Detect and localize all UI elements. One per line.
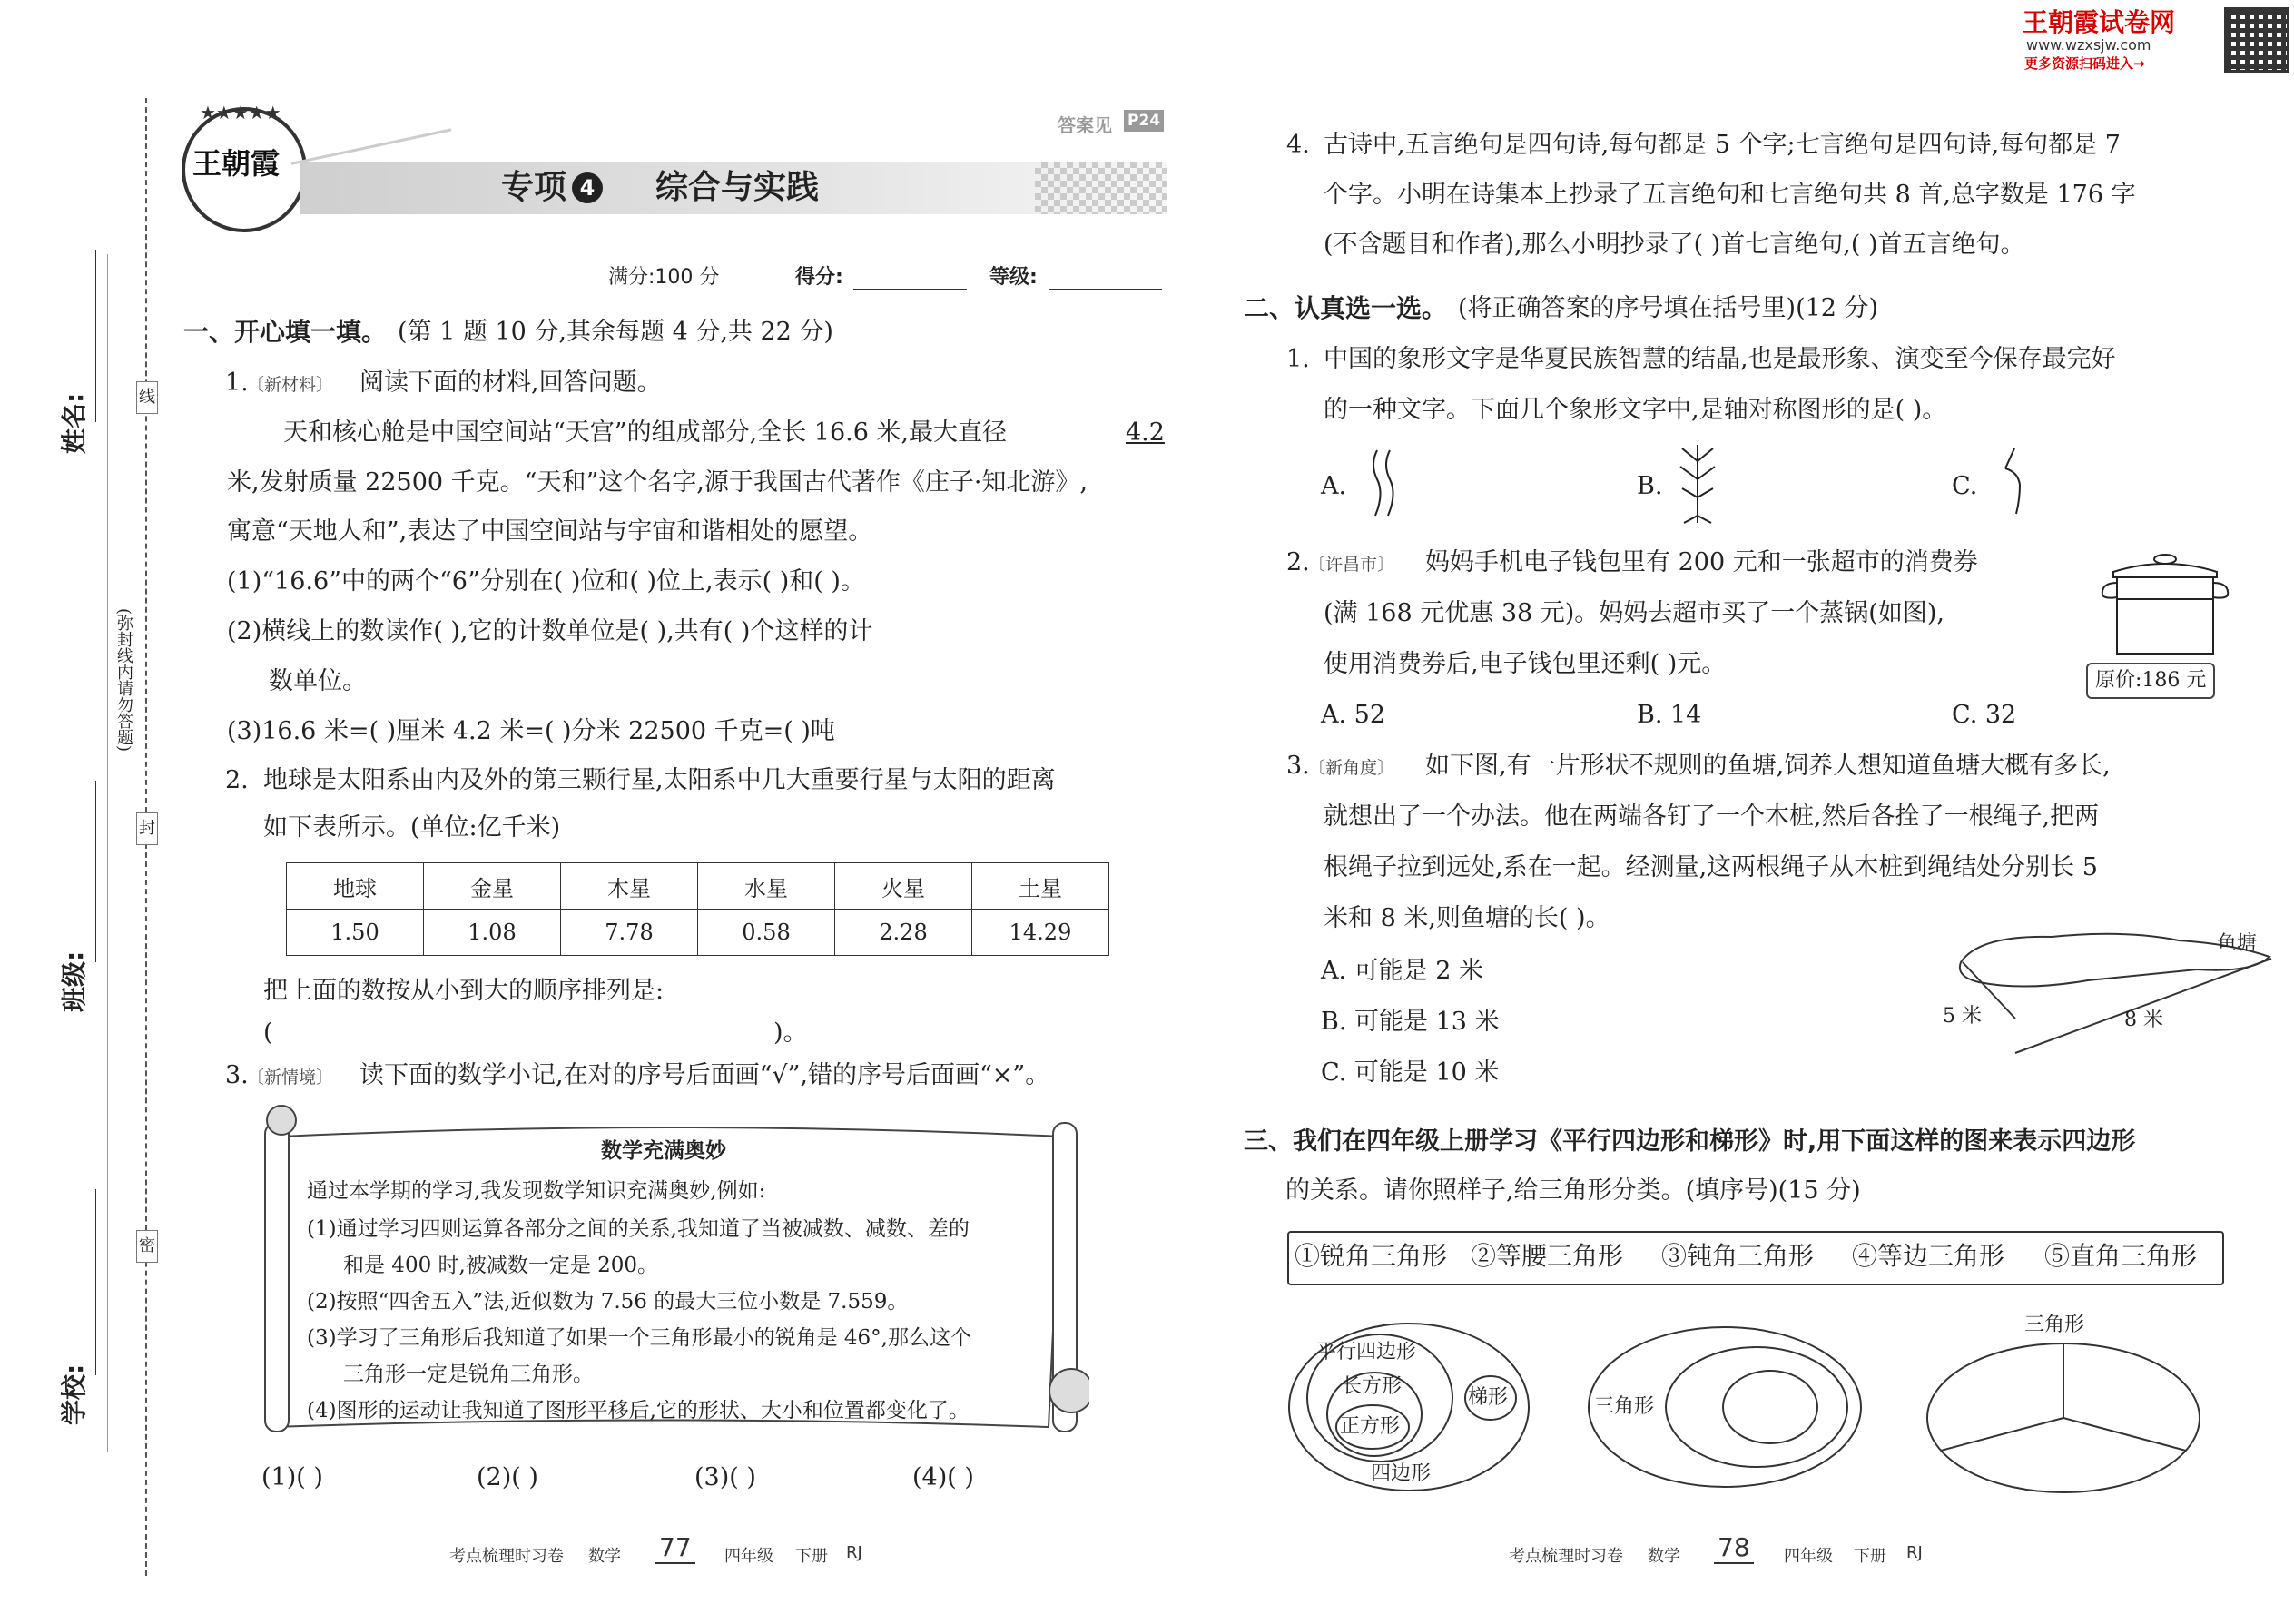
triangle-option-2: ②等腰三角形	[1471, 1241, 1624, 1271]
steamer-pot-icon	[2097, 545, 2233, 658]
q2-order-close: )。	[773, 1019, 808, 1047]
venn-label-trapezoid: 梯形	[1468, 1386, 1509, 1409]
seal-char-line: 线	[136, 381, 158, 414]
s2q3-line-2: 就想出了一个办法。他在两端各钉了一个木桩,然后各拴了一根绳子,把两	[1324, 802, 2100, 831]
table-header-row	[287, 863, 1109, 910]
s2q2-line-3: 使用消费券后,电子钱包里还剩( )元。	[1324, 650, 1727, 678]
q1-sub-2b: 数单位。	[269, 667, 367, 695]
q3-answer-4[interactable]: (4)( )	[912, 1463, 974, 1491]
scroll-item-3a: (3)学习了三角形后我知道了如果一个三角形最小的锐角是 46°,那么这个	[307, 1326, 971, 1350]
s2q2-line-2: (满 168 元优惠 38 元)。妈妈去超市买了一个蒸锅(如图),	[1324, 599, 1944, 627]
table-header-cell: 火星	[835, 863, 972, 910]
s2q3-line-4: 米和 8 米,则鱼塘的长( )。	[1324, 904, 1610, 932]
footer-subject: 数学	[588, 1547, 621, 1566]
q1-para-3: 寓意“天地人和”,表达了中国空间站与宇宙和谐相处的愿望。	[227, 517, 873, 546]
q2-line-1: 地球是太阳系由内及外的第三颗行星,太阳系中几大重要行星与太阳的距离	[263, 766, 1056, 794]
triangle-option-4: ④等边三角形	[1852, 1241, 2005, 1271]
venn-label-quadrilateral: 四边形	[1371, 1462, 1432, 1485]
class-field[interactable]	[95, 781, 96, 962]
s2q1-option-c[interactable]: C.	[1952, 472, 1978, 500]
table-header-cell: 金星	[424, 863, 561, 910]
q4-line-2: 个字。小明在诗集本上抄录了五言绝句和七言绝句共 8 首,总字数是 176 字	[1324, 181, 2136, 209]
footer-subject: 数学	[1648, 1547, 1680, 1566]
triangle-pie-diagram	[1914, 1334, 2213, 1498]
full-score: 满分:100 分	[608, 266, 720, 289]
s2q3-line-1: 如下图,有一片形状不规则的鱼塘,饲养人想知道鱼塘大概有多长,	[1425, 752, 2111, 780]
sec2-title: 二、认真选一选。	[1244, 293, 1448, 323]
footer-series: 考点梳理时习卷	[1509, 1547, 1623, 1566]
topic-title: 综合与实践	[655, 169, 820, 206]
class-label: 班级:	[59, 950, 89, 1012]
scroll-item-3b: 三角形一定是锐角三角形。	[343, 1363, 594, 1386]
q1-para-1: 天和核心舱是中国空间站“天宫”的组成部分,全长 16.6 米,最大直径	[283, 418, 1008, 447]
pictograph-water-icon	[1366, 447, 1403, 519]
footer-series: 考点梳理时习卷	[449, 1547, 564, 1566]
q4-number: 4.	[1286, 131, 1310, 159]
sec1-title: 一、开心填一填。	[183, 317, 388, 347]
s2q1-line-2: 的一种文字。下面几个象形文字中,是轴对称图形的是( )。	[1324, 396, 1947, 424]
pictograph-grain-icon	[1675, 443, 1720, 525]
answer-page: P24	[1124, 110, 1164, 132]
title-checker	[1035, 162, 1167, 214]
table-cell: 14.29	[972, 910, 1109, 956]
logo-stars: ★★★★★	[200, 102, 281, 123]
site-name: 王朝霞试卷网	[2023, 7, 2176, 37]
footer-page-number: 78	[1714, 1532, 1754, 1564]
table-cell: 2.28	[835, 910, 972, 956]
s2q2-option-a[interactable]: A. 52	[1321, 701, 1386, 729]
topic-prefix: 专项	[501, 169, 567, 206]
sec1-note: (第 1 题 10 分,其余每题 4 分,共 22 分)	[398, 318, 833, 346]
scroll-item-2: (2)按照“四舍五入”法,近似数为 7.56 的最大三位小数是 7.559。	[307, 1290, 909, 1314]
s2q1-option-b[interactable]: B.	[1637, 472, 1663, 500]
sec3-line-2: 的关系。请你照样子,给三角形分类。(填序号)(15 分)	[1285, 1176, 1861, 1205]
s2q1-number: 1.	[1286, 345, 1310, 373]
s2q3-option-c[interactable]: C. 可能是 10 米	[1321, 1058, 1500, 1087]
s2q2-option-b[interactable]: B. 14	[1637, 701, 1702, 729]
q2-line-2: 如下表所示。(单位:亿千米)	[263, 813, 561, 842]
s2q3-line-3: 根绳子拉到远处,系在一起。经测量,这两根绳子从木桩到绳结处分别长 5	[1324, 853, 2098, 881]
sec2-note: (将正确答案的序号填在括号里)(12 分)	[1458, 294, 1879, 322]
q3-number: 3.	[225, 1061, 249, 1089]
seal-char-seal: 封	[136, 812, 158, 845]
q4-line-1: 古诗中,五言绝句是四句诗,每句都是 5 个字;七言绝句是四句诗,每句都是 7	[1324, 131, 2121, 159]
venn-label-square: 正方形	[1340, 1415, 1401, 1438]
grade-field[interactable]	[1049, 289, 1162, 290]
q2-order-prompt: 把上面的数按从小到大的顺序排列是:	[263, 977, 665, 1005]
table-row	[287, 910, 1109, 956]
q3-answer-2[interactable]: (2)( )	[477, 1463, 538, 1491]
q1-para-underline: 4.2	[1126, 418, 1165, 447]
scroll-intro: 通过本学期的学习,我发现数学知识充满奥妙,例如:	[307, 1179, 766, 1203]
table-header-cell: 地球	[287, 863, 424, 910]
venn-label-rectangle: 长方形	[1342, 1375, 1403, 1398]
sec3-title: 三、我们在四年级上册学习《平行四边形和梯形》时,用下面这样的图来表示四边形	[1244, 1127, 2136, 1156]
binding-note: (弥封线内请勿答题)	[114, 608, 133, 753]
s2q1-option-a[interactable]: A.	[1321, 472, 1347, 500]
q4-line-3: (不含题目和作者),那么小明抄录了( )首七言绝句,( )首五言绝句。	[1324, 231, 2025, 259]
q3-prompt: 读下面的数学小记,在对的序号后面画“√”,错的序号后面画“×”。	[359, 1061, 1050, 1089]
school-field[interactable]	[95, 1189, 96, 1375]
scroll-title: 数学充满奥妙	[601, 1139, 726, 1163]
score-label: 得分:	[795, 266, 843, 289]
site-tagline: 更多资源扫码进入→	[2024, 55, 2145, 72]
q3-answer-1[interactable]: (1)( )	[261, 1463, 323, 1491]
q2-order-open[interactable]: (	[263, 1019, 273, 1047]
qr-code-icon[interactable]	[2224, 7, 2289, 73]
s2q2-option-c[interactable]: C. 32	[1952, 701, 2017, 729]
pond-label: 鱼塘	[2217, 932, 2258, 955]
footer-edition: RJ	[1906, 1543, 1923, 1562]
q3-tag: 〔新情境〕	[247, 1068, 334, 1088]
scroll-item-1a: (1)通过学习四则运算各部分之间的关系,我知道了当被减数、减数、差的	[307, 1217, 970, 1241]
table-cell: 1.50	[287, 910, 424, 956]
site-url: www.wzxsjw.com	[2026, 36, 2151, 54]
q2-number: 2.	[225, 766, 249, 794]
rope-a-label: 5 米	[1943, 1005, 1982, 1028]
s2q1-line-1: 中国的象形文字是华夏民族智慧的结晶,也是最形象、演变至今保存最完好	[1324, 345, 2116, 373]
q1-sub-3: (3)16.6 米=( )厘米 4.2 米=( )分米 22500 千克=( )吨	[227, 717, 835, 745]
right-page	[1180, 0, 2294, 1624]
q1-prompt: 阅读下面的材料,回答问题。	[359, 369, 662, 397]
table-header-cell: 木星	[561, 863, 698, 910]
q1-sub-1: (1)“16.6”中的两个“6”分别在( )位和( )位上,表示( )和( )。	[227, 567, 865, 595]
q1-tag: 〔新材料〕	[247, 375, 334, 395]
footer-grade: 四年级	[724, 1547, 773, 1566]
footer-volume: 下册	[1854, 1547, 1886, 1566]
q1-number: 1.	[225, 369, 249, 397]
triangle-option-1: ①锐角三角形	[1295, 1241, 1448, 1271]
footer-edition: RJ	[846, 1543, 862, 1562]
triangle-option-3: ③钝角三角形	[1661, 1241, 1815, 1271]
name-label: 姓名:	[59, 392, 89, 454]
pie-label-triangle: 三角形	[2024, 1314, 2085, 1336]
table-header-cell: 土星	[972, 863, 1109, 910]
q1-sub-2a: (2)横线上的数读作( ),它的计数单位是( ),共有( )个这样的计	[227, 617, 873, 645]
rope-b-label: 8 米	[2124, 1009, 2163, 1031]
q3-answer-3[interactable]: (3)( )	[694, 1463, 756, 1491]
s2q3-number: 3.	[1286, 752, 1310, 780]
s2q3-option-a[interactable]: A. 可能是 2 米	[1321, 957, 1484, 985]
footer-volume: 下册	[795, 1547, 828, 1566]
topic-number: 4	[572, 172, 603, 203]
s2q2-number: 2.	[1286, 548, 1310, 576]
venn-label-parallelogram: 平行四边形	[1316, 1341, 1417, 1363]
answer-ref: 答案见	[1058, 114, 1112, 136]
s2q2-tag: 〔许昌市〕	[1308, 555, 1395, 575]
table-header-cell: 水星	[698, 863, 835, 910]
s2q2-line-1: 妈妈手机电子钱包里有 200 元和一张超市的消费券	[1425, 548, 1978, 576]
table-cell: 1.08	[424, 910, 561, 956]
footer-page-number: 77	[655, 1532, 695, 1564]
nested-label-triangle: 三角形	[1594, 1395, 1655, 1418]
grade-label: 等级:	[989, 266, 1038, 289]
q1-para-2: 米,发射质量 22500 千克。“天和”这个名字,源于我国古代著作《庄子·知北游》,	[227, 468, 1088, 497]
binding-solid-line	[107, 254, 108, 1452]
s2q3-option-b[interactable]: B. 可能是 13 米	[1321, 1008, 1500, 1036]
scroll-item-1b: 和是 400 时,被减数一定是 200。	[343, 1254, 659, 1277]
planet-distance-table	[286, 862, 1109, 956]
footer-grade: 四年级	[1784, 1547, 1833, 1566]
logo-text: 王朝霞	[192, 146, 281, 181]
table-cell: 0.58	[698, 910, 835, 956]
score-field[interactable]	[853, 289, 967, 290]
pictograph-person-icon	[1993, 445, 2029, 517]
s2q3-tag: 〔新角度〕	[1308, 758, 1395, 778]
seal-char-secret: 密	[136, 1230, 158, 1263]
triangle-option-5: ⑤直角三角形	[2044, 1241, 2198, 1271]
scroll-item-4: (4)图形的运动让我知道了图形平移后,它的形状、大小和位置都变化了。	[307, 1399, 970, 1422]
school-label: 学校:	[59, 1363, 89, 1425]
table-cell: 7.78	[561, 910, 698, 956]
price-tag: 原价:186 元	[2086, 663, 2215, 699]
name-field[interactable]	[95, 250, 96, 422]
